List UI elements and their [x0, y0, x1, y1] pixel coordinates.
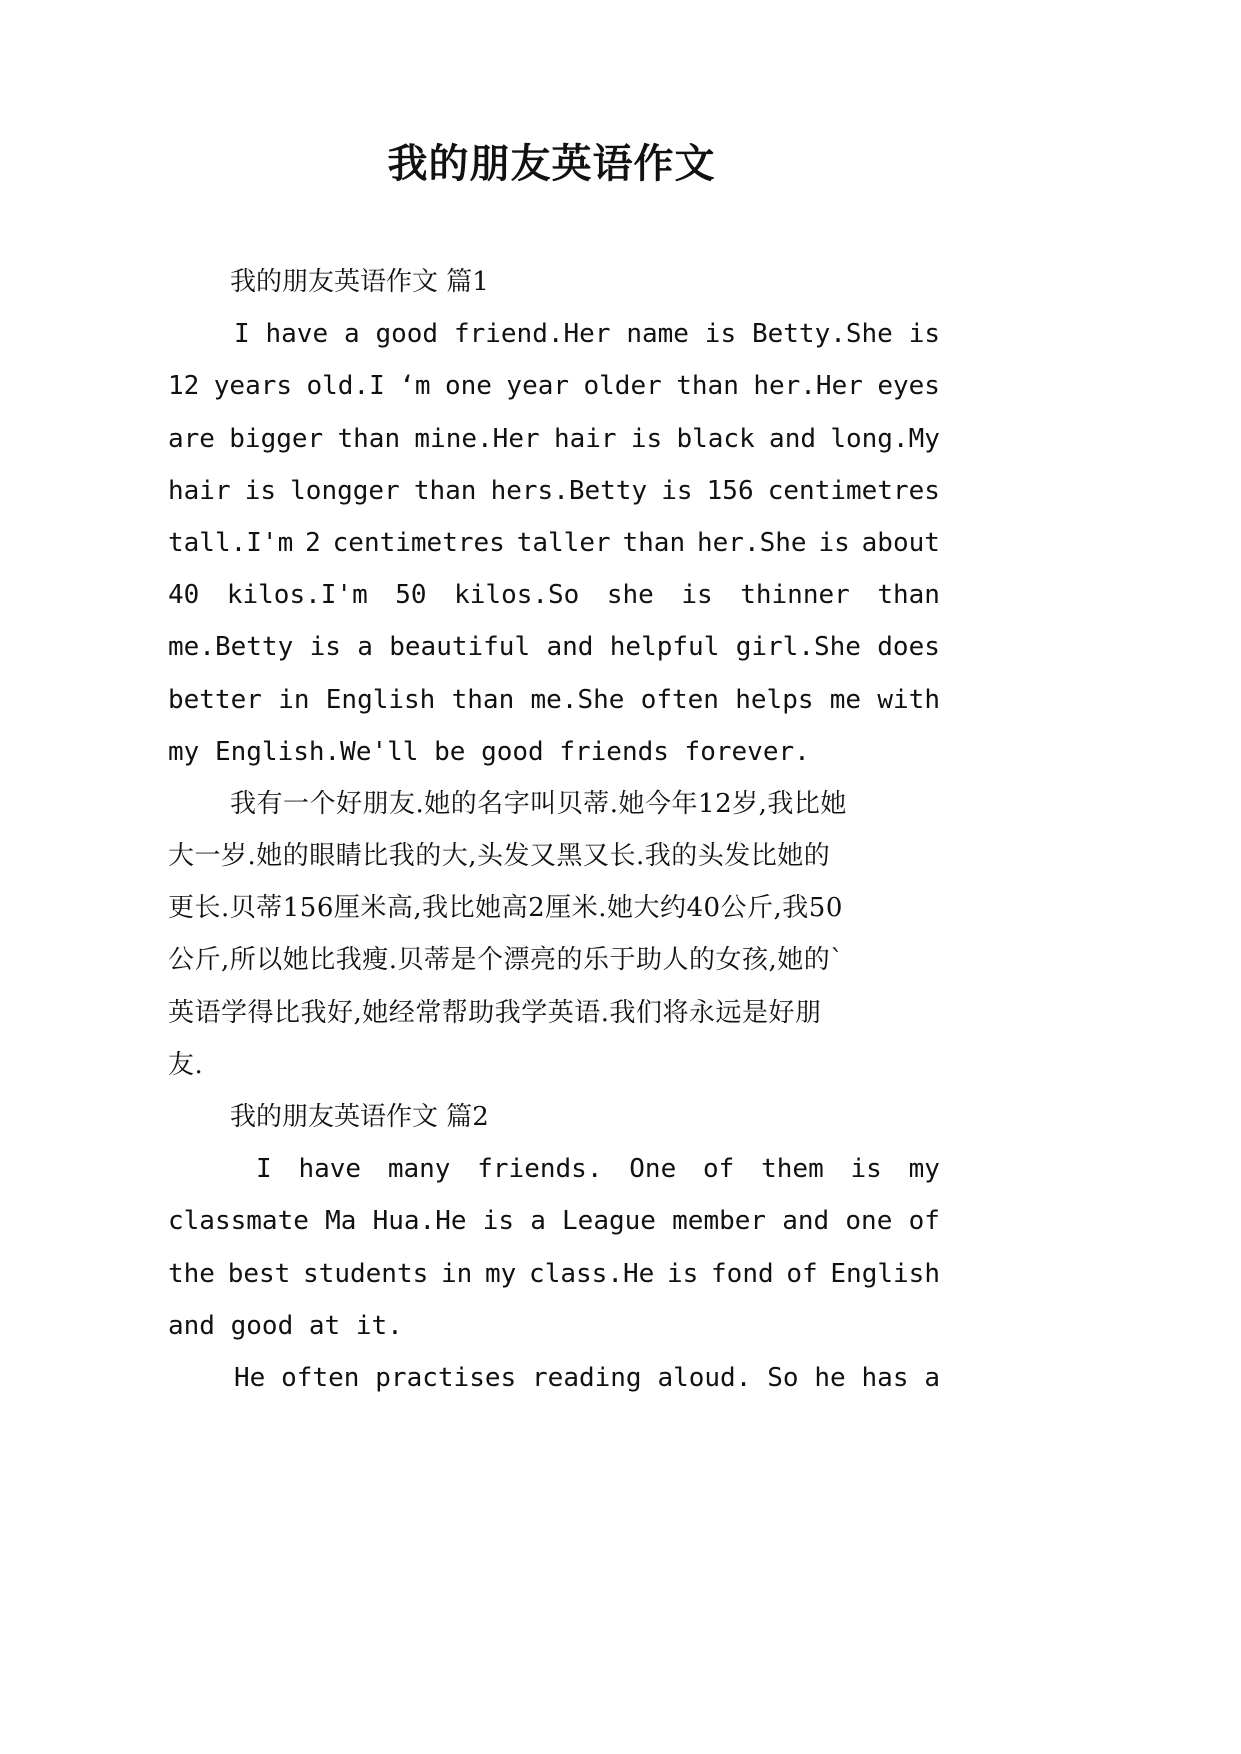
text-line: 更长.贝蒂156厘米高,我比她高2厘米.她大约40公斤,我50: [168, 893, 843, 924]
word: is: [850, 1154, 882, 1185]
word: 12: [168, 371, 200, 402]
word: in: [278, 684, 310, 715]
word: a: [530, 1206, 546, 1237]
word: me: [829, 684, 862, 715]
word: hers.Betty: [490, 475, 648, 506]
text-line: [168, 413, 940, 465]
word: me.Betty: [168, 632, 294, 663]
word: girl.She: [735, 632, 861, 663]
section-heading: 我的朋友英语作文 篇2: [230, 1102, 489, 1132]
text-line: [168, 569, 940, 621]
word: is: [818, 527, 850, 558]
word: ‘m: [399, 371, 431, 402]
word: League: [562, 1206, 656, 1237]
document-body: [168, 256, 940, 1404]
text-line: and good at it.: [168, 1310, 403, 1341]
word: hair: [553, 423, 617, 454]
word: one: [445, 371, 492, 402]
word: is: [309, 632, 341, 663]
word: one: [845, 1206, 893, 1237]
word: English: [325, 684, 436, 715]
word: 40: [168, 580, 200, 611]
section-heading: 我的朋友英语作文 篇1: [230, 267, 489, 297]
word: centimetres: [767, 475, 940, 506]
word: friends.: [477, 1154, 603, 1185]
word: many: [387, 1154, 451, 1185]
word: mine.Her: [414, 423, 540, 454]
text-line: 公斤,所以她比我瘦.贝蒂是个漂亮的乐于助人的女孩,她的`: [168, 945, 844, 976]
word: kilos.I'm: [226, 580, 368, 611]
word: Hua.He: [372, 1206, 467, 1237]
word: is: [681, 580, 713, 611]
word: in: [440, 1258, 473, 1289]
text-line: 英语学得比我好,她经常帮助我学英语.我们将永远是好朋: [168, 997, 822, 1028]
word: year: [506, 371, 570, 402]
word: and: [769, 423, 817, 454]
word: friend.Her: [453, 319, 611, 350]
word: and: [782, 1206, 830, 1237]
text-line: [168, 465, 940, 517]
word: my: [908, 1154, 940, 1185]
word: beautiful: [389, 632, 531, 663]
word: them: [761, 1154, 824, 1185]
word: are: [168, 423, 215, 454]
text-line: [168, 1195, 940, 1247]
text-line: [168, 1248, 940, 1300]
word: my: [485, 1258, 517, 1289]
word: kilos.So: [454, 580, 580, 611]
word: better: [168, 684, 262, 715]
word: he: [814, 1362, 846, 1393]
word: black: [676, 423, 755, 454]
word: bigger: [229, 423, 324, 454]
word: of: [786, 1258, 818, 1289]
text-line: [168, 1352, 940, 1404]
word: does: [877, 632, 940, 663]
word: is: [704, 319, 737, 350]
text-line: [168, 674, 940, 726]
word: often: [640, 684, 719, 715]
text-line: my English.We'll be good friends forever.: [168, 736, 810, 767]
text-line: [168, 308, 940, 360]
word: a: [924, 1362, 940, 1393]
word: helps: [735, 684, 814, 715]
word: a: [357, 632, 373, 663]
text-line: [168, 621, 940, 673]
word: 2: [305, 527, 321, 558]
word: class.He: [529, 1258, 655, 1289]
word: classmate: [168, 1206, 309, 1237]
word: fond: [711, 1258, 774, 1289]
word: One: [629, 1154, 677, 1185]
text-line: [168, 517, 940, 569]
word: English: [830, 1258, 940, 1289]
word: a: [343, 319, 360, 350]
word: reading: [532, 1362, 642, 1393]
word: 50: [395, 580, 427, 611]
word: member: [672, 1206, 767, 1237]
word: her.She: [697, 527, 807, 558]
text-line: [168, 1143, 940, 1195]
word: taller: [516, 527, 611, 558]
word: older: [583, 371, 662, 402]
word: I: [256, 1154, 272, 1185]
word: tall.I'm: [168, 527, 294, 558]
word: with: [877, 684, 940, 715]
word: 156: [706, 475, 754, 506]
word: of: [908, 1206, 940, 1237]
word: than: [622, 527, 686, 558]
word: I: [234, 319, 250, 350]
word: of: [703, 1154, 735, 1185]
word: best: [227, 1258, 291, 1289]
word: hair: [168, 475, 231, 506]
word: students: [303, 1258, 429, 1289]
word: than: [337, 423, 401, 454]
word: is: [908, 319, 940, 350]
word: He: [234, 1362, 266, 1393]
word: about: [861, 527, 940, 558]
text-line: 我有一个好朋友.她的名字叫贝蒂.她今年12岁,我比她: [230, 788, 847, 819]
word: So: [767, 1362, 799, 1393]
word: good: [375, 319, 439, 350]
word: years: [213, 371, 293, 402]
word: and: [546, 632, 594, 663]
word: centimetres: [332, 527, 505, 558]
word: than: [676, 371, 739, 402]
word: eyes: [877, 371, 940, 402]
word: than: [877, 580, 940, 611]
word: than: [413, 475, 477, 506]
word: me.She: [530, 684, 625, 715]
word: is: [661, 475, 693, 506]
word: helpful: [609, 632, 720, 663]
text-line: 友.: [168, 1049, 204, 1080]
document-title: 我的朋友英语作文: [387, 141, 716, 187]
word: have: [265, 319, 329, 350]
word: is: [482, 1206, 514, 1237]
word: often: [281, 1362, 360, 1393]
word: the: [168, 1258, 215, 1289]
word: have: [298, 1154, 362, 1185]
word: aloud.: [657, 1362, 752, 1393]
word: practises: [375, 1362, 517, 1393]
word: is: [630, 423, 663, 454]
word: has: [861, 1362, 909, 1393]
text-line: 大一岁.她的眼睛比我的大,头发又黑又长.我的头发比她的: [168, 841, 831, 872]
word: Ma: [325, 1206, 357, 1237]
word: old.I: [306, 371, 385, 402]
word: Betty.She: [751, 319, 893, 350]
word: long.My: [830, 423, 940, 454]
word: than: [451, 684, 515, 715]
word: is: [244, 475, 277, 506]
word: is: [667, 1258, 699, 1289]
word: name: [626, 319, 689, 350]
word: she: [606, 580, 654, 611]
word: thinner: [740, 580, 850, 611]
text-line: [168, 360, 940, 412]
word: her.Her: [753, 371, 863, 402]
word: longger: [290, 475, 400, 506]
